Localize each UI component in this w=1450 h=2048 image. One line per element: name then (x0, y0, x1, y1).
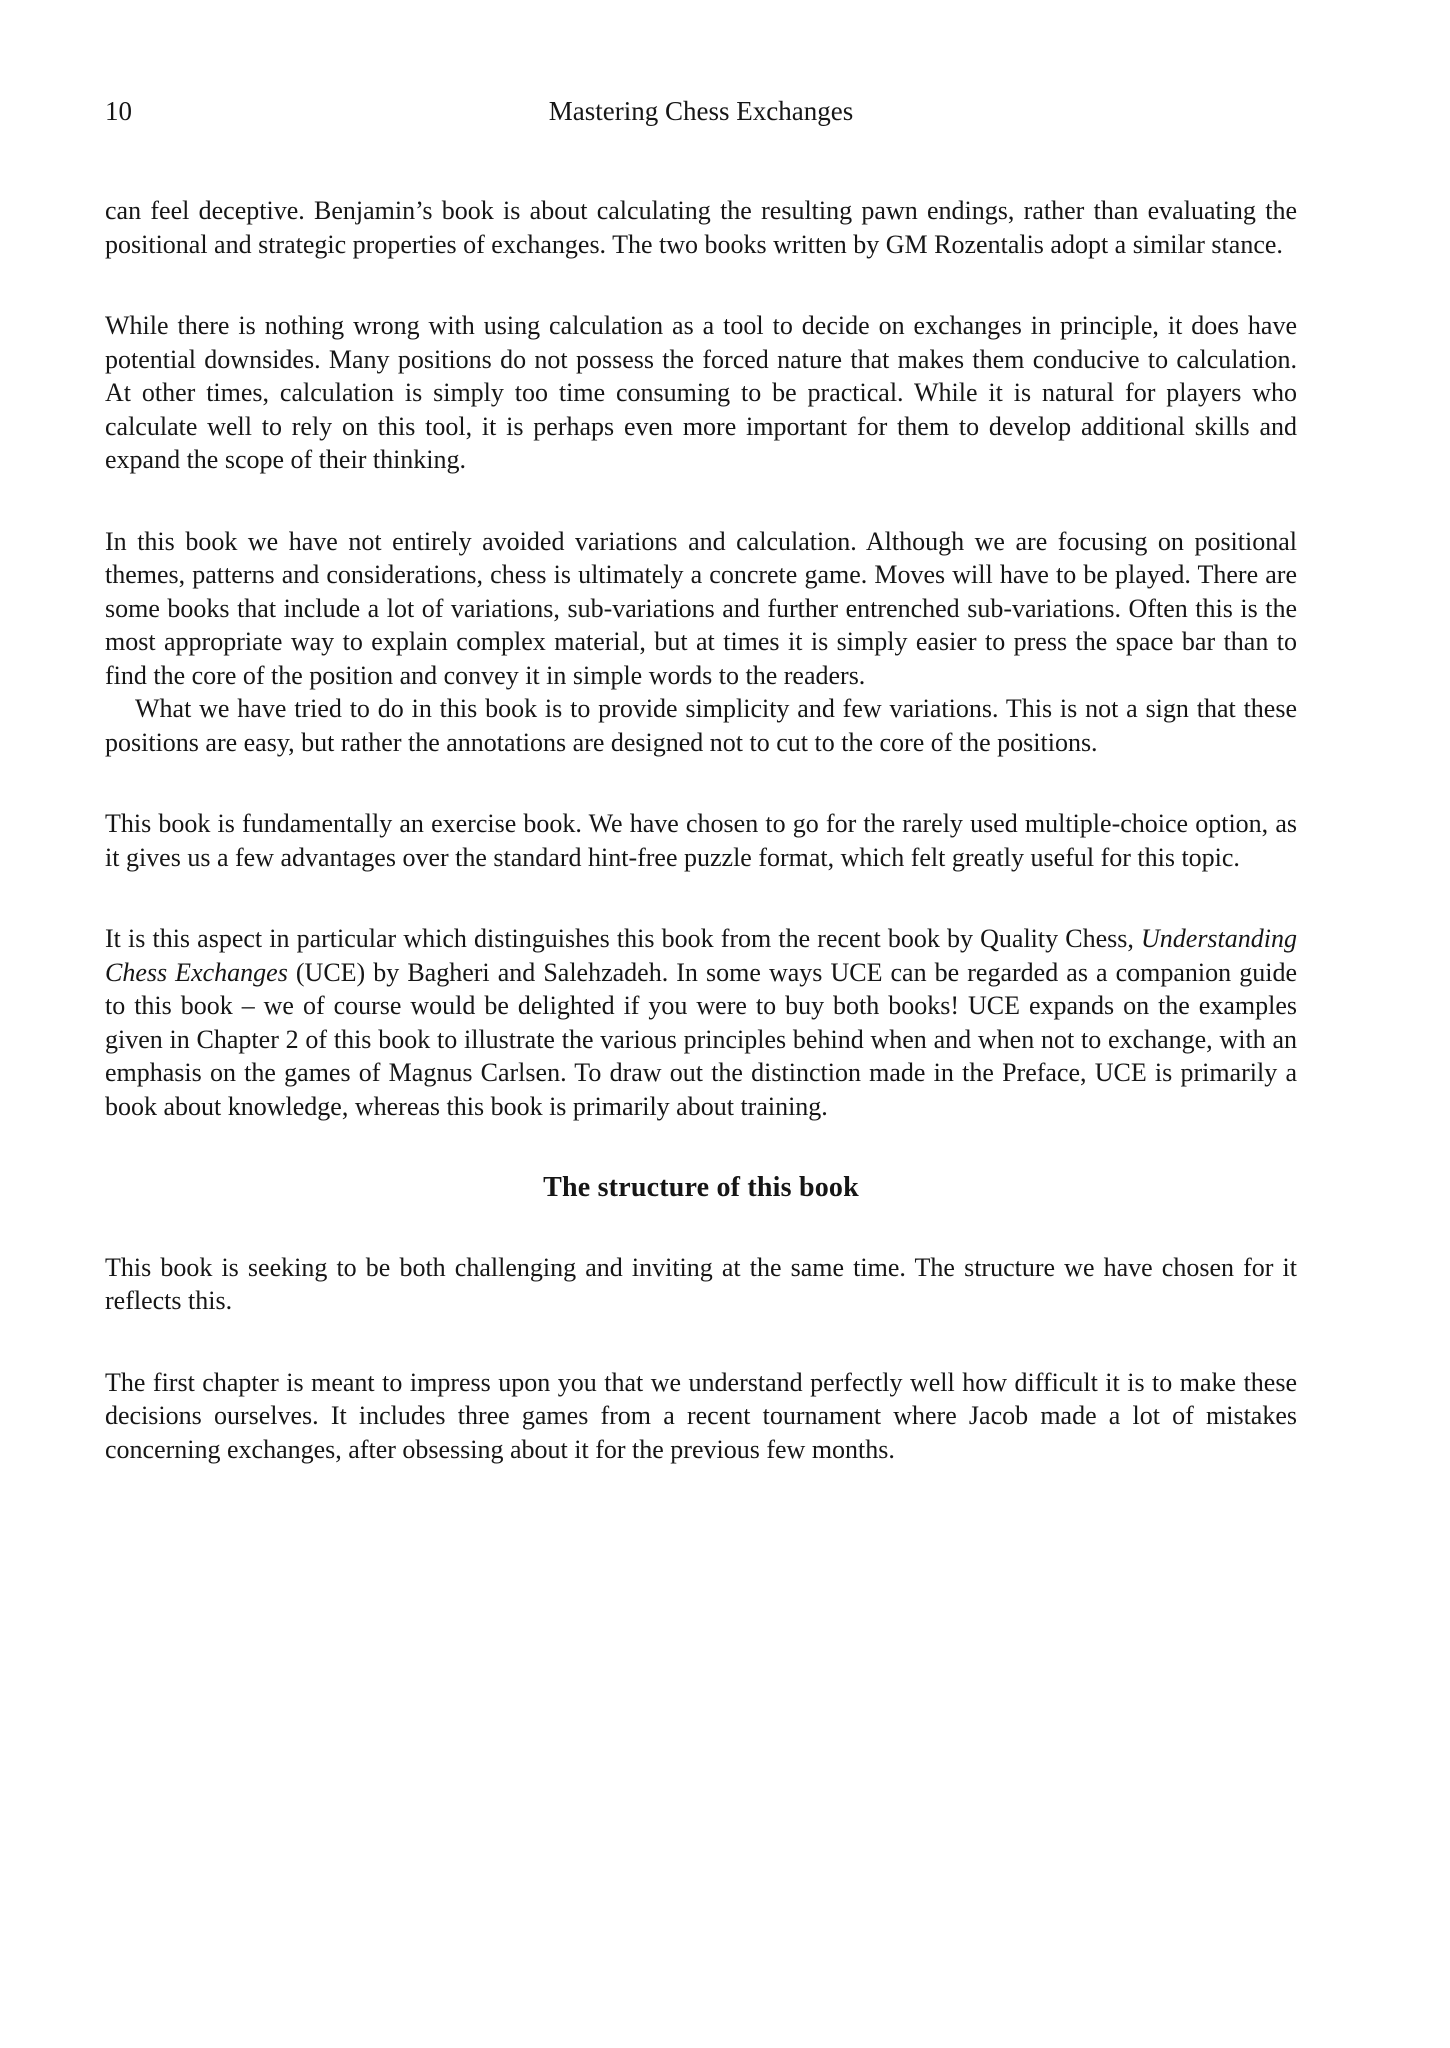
paragraph-calculation-downsides: While there is nothing wrong with using calculation as a tool to decide on exchanges in principle, it does have potential downsides. Many positions do not possess the forced nature that makes them conducive to calculation. At other times, calculation is simply too time consuming to be practical. While it is natural for players who calculate well to rely on this tool, it is perhaps even more important for them to develop additional skills and expand the scope of their thinking. (105, 311, 1297, 474)
page-number: 10 (105, 96, 132, 126)
paragraph-uce-before-italic: It is this aspect in particular which distinguishes this book from the recent book by Quality Chess, (105, 924, 1141, 953)
paragraph-uce-comparison (105, 922, 1297, 1123)
section-heading: The structure of this book (543, 1172, 859, 1203)
paragraph-simplicity: What we have tried to do in this book is to provide simplicity and few variations. This is not a sign that these positions are easy, but rather the annotations are designed not to cut to the core of the positions. (105, 694, 1297, 757)
paragraph-exercise-book: This book is fundamentally an exercise book. We have chosen to go for the rarely used multiple-choice option, as it gives us a few advantages over the standard hint-free puzzle format, which felt greatly useful for this topic. (105, 809, 1297, 872)
paragraph-variations: In this book we have not entirely avoided variations and calculation. Although we are focusing on positional themes, patterns and considerations, chess is ultimately a concrete game. Moves will have to be played. There are some books that include a lot of variations, sub-variations and further entrenched sub-variations. Often this is the most appropriate way to explain complex material, but at times it is simply easier to press the space bar than to find the core of the position and convey it in simple words to the readers. (105, 526, 1297, 690)
paragraph-structure-intro: This book is seeking to be both challenging and inviting at the same time. The structure we have chosen for it reflects this. (105, 1252, 1297, 1315)
book-title-italic: Understanding Chess Exchanges (105, 924, 1297, 987)
paragraph-uce-after-italic: (UCE) by Bagheri and Salehzadeh. In some ways UCE can be regarded as a companion guide to this book – we of course would be delighted if you were to buy both books! UCE expands on the examples given in Chapter 2 of this book to illustrate the various principles behind when and when not to exchange, with an emphasis on the games of Magnus Carlsen. To draw out the distinction made in the Preface, UCE is primarily a book about knowledge, whereas this book is primarily about training. (105, 957, 1297, 1121)
body-text (105, 194, 1297, 1514)
paragraph-continuation: can feel deceptive. Benjamin’s book is about calculating the resulting pawn endings, rather than evaluating the positional and strategic properties of exchanges. The two books written by GM Rozentalis adopt a similar stance. (105, 196, 1297, 259)
running-title: Mastering Chess Exchanges (548, 96, 854, 126)
running-header (105, 94, 1297, 128)
paragraph-first-chapter: The first chapter is meant to impress upon you that we understand perfectly well how difficult it is to make these decisions ourselves. It includes three games from a recent tournament where Jacob made a lot of mistakes concerning exchanges, after obsessing about it for the previous few months. (105, 1367, 1297, 1464)
